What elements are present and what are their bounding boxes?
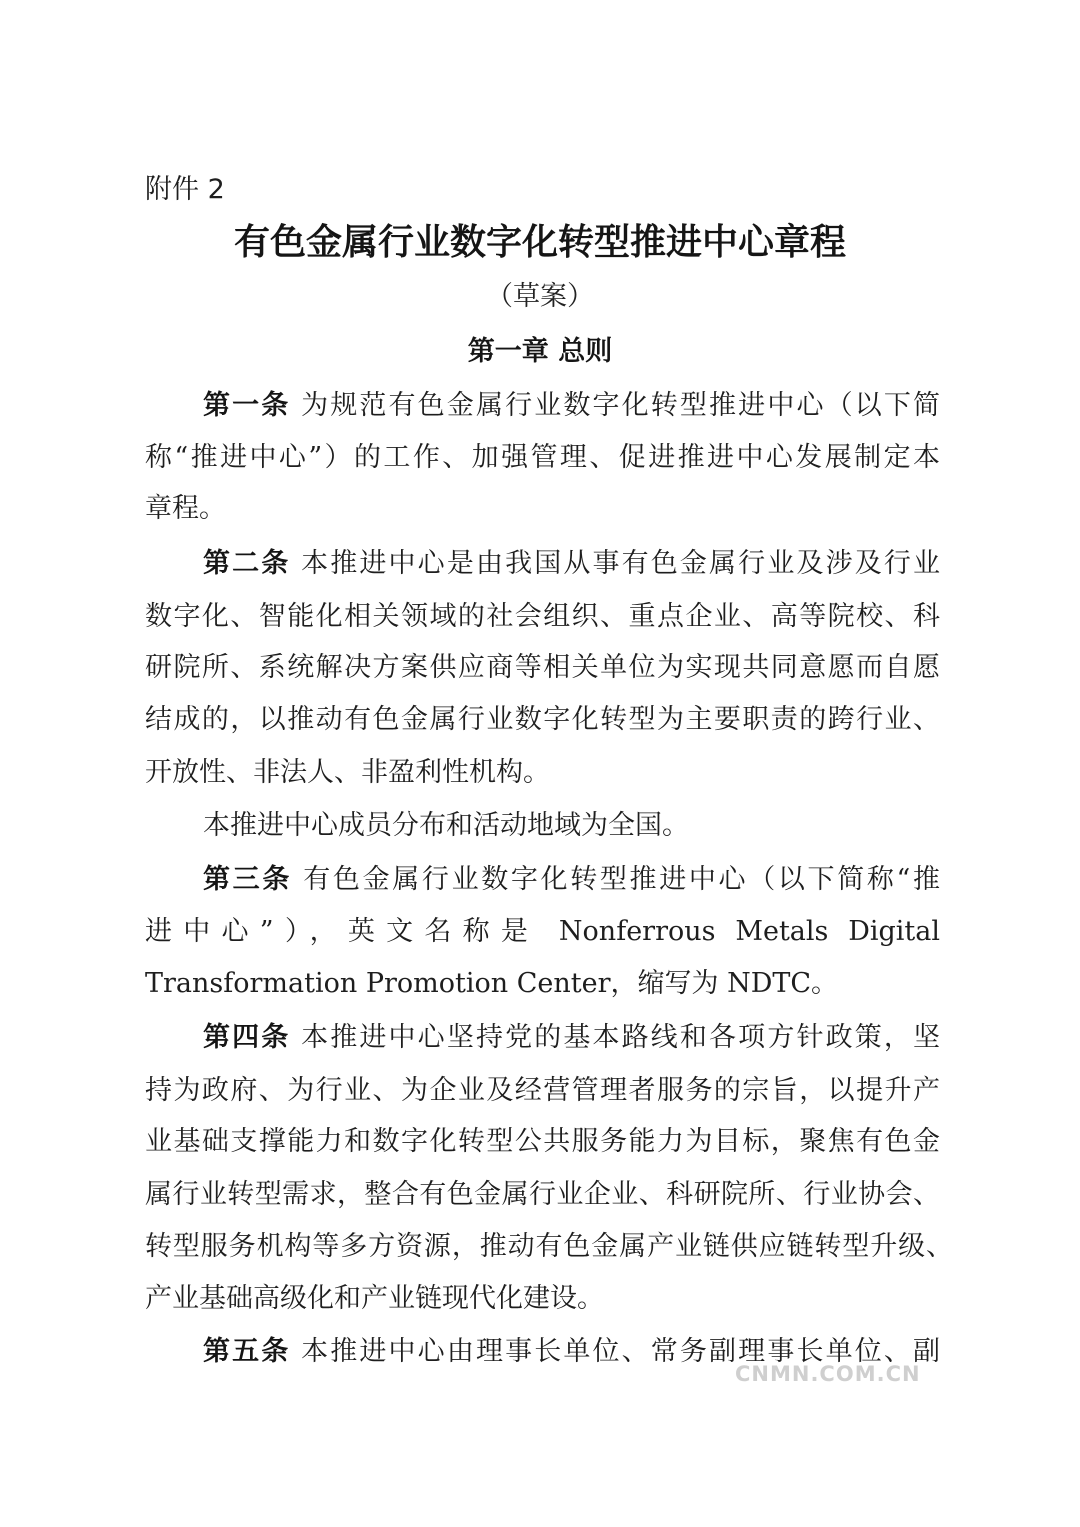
article-4-line-3: 业基础支撑能力和数字化转型公共服务能力为目标，聚焦有色金 <box>145 1126 940 1157</box>
chapter-heading: 第一章 总则 <box>467 336 613 367</box>
article-2-line-5: 开放性、非法人、非盈利性机构。 <box>145 757 550 788</box>
article-4-line-6: 产业基础高级化和产业链现代化建设。 <box>145 1283 604 1314</box>
article-2-line-1: 第二条 本推进中心是由我国从事有色金属行业及涉及行业 <box>203 548 941 579</box>
article-4-line-4: 属行业转型需求，整合有色金属行业企业、科研院所、行业协会、 <box>145 1179 940 1210</box>
draft-subtitle: （草案） <box>486 281 594 312</box>
article-4-line-1: 第四条 本推进中心坚持党的基本路线和各项方针政策，坚 <box>203 1022 941 1053</box>
attachment-label: 附件 2 <box>145 174 225 205</box>
article-1-label: 第一条 <box>203 390 291 421</box>
article-3-line-2: 进中心”），英文名称是 Nonferrous Metals Digital <box>145 916 940 947</box>
article-4-line-2: 持为政府、为行业、为企业及经营管理者服务的宗旨，以提升产 <box>145 1075 940 1106</box>
article-3-line-1: 第三条 有色金属行业数字化转型推进中心（以下简称“推 <box>203 864 941 895</box>
article-1-line-3: 章程。 <box>145 493 226 524</box>
article-2-label: 第二条 <box>203 548 291 579</box>
site-watermark: CNMN.COM.CN <box>735 1362 921 1386</box>
article-1-line-2: 称“推进中心”）的工作、加强管理、促进推进中心发展制定本 <box>145 442 940 473</box>
article-2-line-3: 研院所、系统解决方案供应商等相关单位为实现共同意愿而自愿 <box>145 652 940 683</box>
article-5-line-1: 第五条 本推进中心由理事长单位、常务副理事长单位、副 <box>203 1336 941 1367</box>
article-3-line-3: Transformation Promotion Center，缩写为 NDTC。 <box>145 968 839 999</box>
article-4-line-5: 转型服务机构等多方资源，推动有色金属产业链供应链转型升级、 <box>145 1231 953 1262</box>
article-2-line-4: 结成的，以推动有色金属行业数字化转型为主要职责的跨行业、 <box>145 704 940 735</box>
article-5-label: 第五条 <box>203 1336 291 1367</box>
article-4-label: 第四条 <box>203 1022 291 1053</box>
article-1-line-1: 第一条 为规范有色金属行业数字化转型推进中心（以下简 <box>203 390 941 421</box>
article-2-line-2: 数字化、智能化相关领域的社会组织、重点企业、高等院校、科 <box>145 601 940 632</box>
article-2-extra: 本推进中心成员分布和活动地域为全国。 <box>203 810 689 841</box>
article-3-label: 第三条 <box>203 864 292 895</box>
document-title: 有色金属行业数字化转型推进中心章程 <box>233 222 846 263</box>
